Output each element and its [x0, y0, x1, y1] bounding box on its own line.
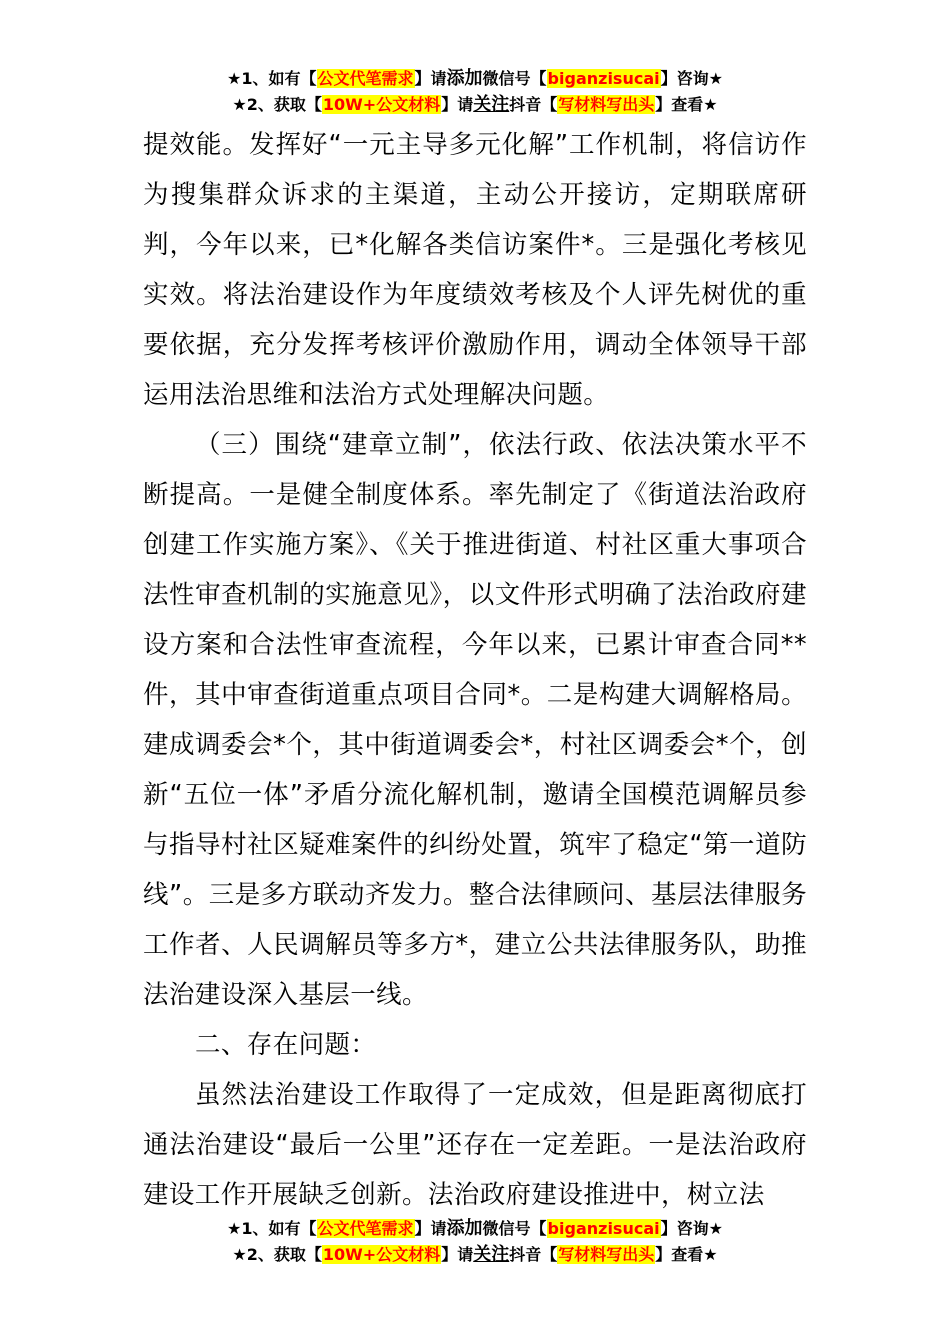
banner-text: 】查看★	[655, 95, 718, 114]
paragraph-1: 提效能。发挥好“一元主导多元化解”工作机制，将信访作为搜集群众诉求的主渠道，主动公开接访，定期联席研判，今年以来，已*化解各类信访案件*。三是强化考核见实效。将法治建设作为年度绩效考核及个人评先树优的重要依据，充分发挥考核评价激励作用，调动全体领导干部运用法治思维和法治方式处理解决问题。	[143, 130, 807, 410]
banner-text: 抖音【	[509, 1245, 558, 1264]
banner-text: ★1、如有【	[227, 1219, 317, 1238]
banner-highlight: 10W+公文材料	[322, 95, 441, 114]
banner-text: 】请	[441, 1245, 474, 1264]
banner-text: ★2、获取【	[232, 95, 322, 114]
banner-text: ★2、获取【	[232, 1245, 322, 1264]
banner-text: 关注	[473, 94, 510, 115]
banner-text: 关注	[473, 1244, 510, 1265]
bottom-banner	[0, 1216, 950, 1268]
banner-text: 】查看★	[655, 1245, 718, 1264]
banner-line-2	[0, 1242, 950, 1268]
banner-text: 】咨询★	[660, 69, 723, 88]
banner-text: 】请	[414, 69, 447, 88]
banner-highlight: 10W+公文材料	[322, 1245, 441, 1264]
banner-text: 】请	[441, 95, 474, 114]
section-heading: 二、存在问题：	[195, 1030, 377, 1060]
banner-highlight: 公文代笔需求	[317, 1219, 414, 1238]
banner-text: 添加	[446, 1218, 483, 1239]
banner-highlight: 写材料写出头	[558, 95, 655, 114]
banner-text: ★1、如有【	[227, 69, 317, 88]
banner-line-1	[0, 66, 950, 92]
banner-highlight: 公文代笔需求	[317, 69, 414, 88]
banner-text: 抖音【	[509, 95, 558, 114]
banner-wechat-id: biganzisucai	[547, 1219, 660, 1238]
banner-text: 微信号【	[482, 69, 547, 88]
banner-text: 添加	[446, 68, 483, 89]
banner-text: 】请	[414, 1219, 447, 1238]
paragraph-3: 虽然法治建设工作取得了一定成效，但是距离彻底打通法治建设“最后一公里”还存在一定差距。一是法治政府建设工作开展缺乏创新。法治政府建设推进中，树立法	[143, 1080, 807, 1210]
banner-text: 】咨询★	[660, 1219, 723, 1238]
banner-text: 微信号【	[482, 1219, 547, 1238]
banner-highlight: 写材料写出头	[558, 1245, 655, 1264]
paragraph-2: （三）围绕“建章立制”，依法行政、依法决策水平不断提高。一是健全制度体系。率先制定了《街道法治政府创建工作实施方案》、《关于推进街道、村社区重大事项合法性审查机制的实施意见》，以文件形式明确了法治政府建设方案和合法性审查流程，今年以来，已累计审查合同**件，其中审查街道重点项目合同*。二是构建大调解格局。建成调委会*个，其中街道调委会*，村社区调委会*个，创新“五位一体”矛盾分流化解机制，邀请全国模范调解员参与指导村社区疑难案件的纠纷处置，筑牢了稳定“第一道防线”。三是多方联动齐发力。整合法律顾问、基层法律服务工作者、人民调解员等多方*，建立公共法律服务队，助推法治建设深入基层一线。	[143, 430, 807, 1010]
top-banner	[0, 66, 950, 118]
document-body	[143, 120, 807, 1220]
banner-line-2	[0, 92, 950, 118]
banner-wechat-id: biganzisucai	[547, 69, 660, 88]
banner-line-1	[0, 1216, 950, 1242]
